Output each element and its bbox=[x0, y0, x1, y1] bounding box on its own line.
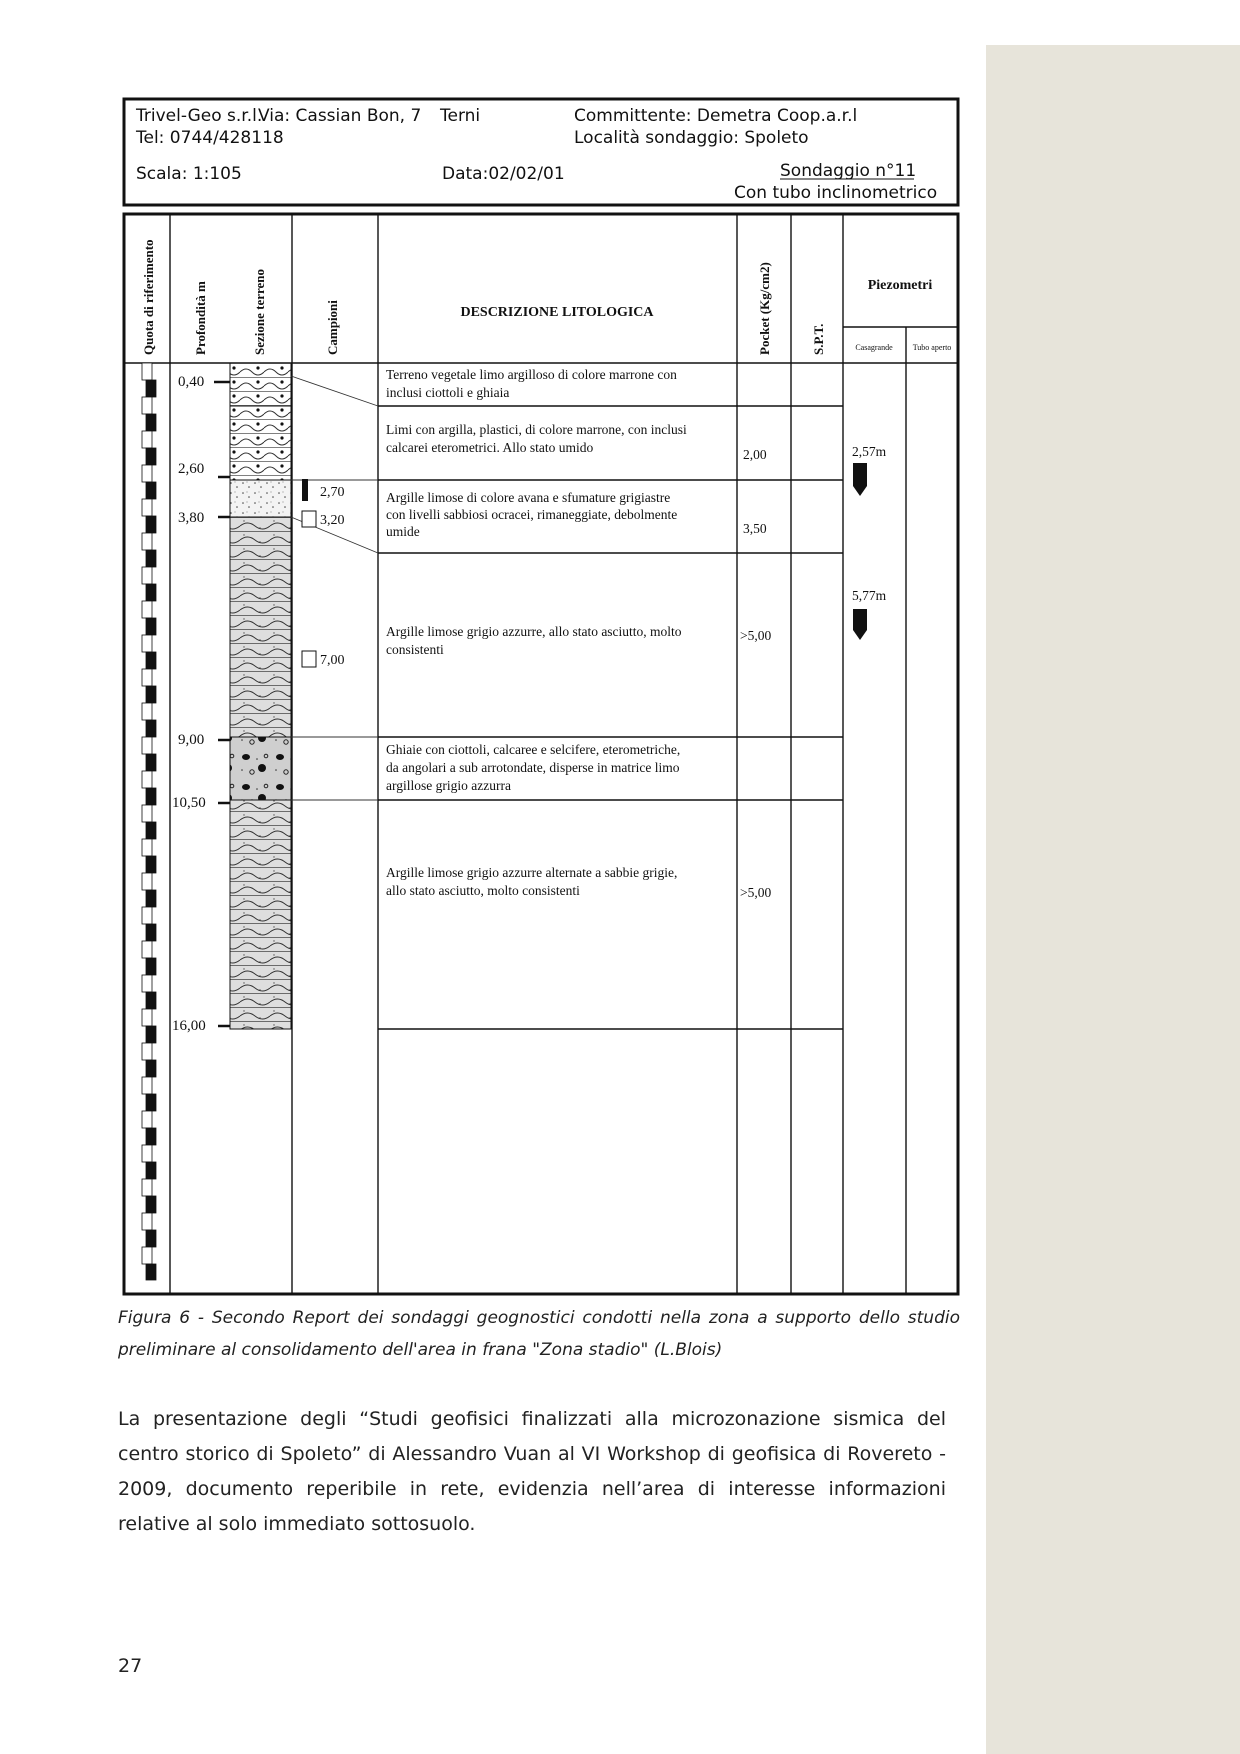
survey-number: Sondaggio n°11 bbox=[780, 161, 917, 181]
col-header-descrizione: DESCRIZIONE LITOLOGICA bbox=[460, 305, 654, 320]
quota-bar-segment bbox=[146, 550, 156, 567]
quota-bar-segment bbox=[146, 720, 156, 737]
quota-bar-segment bbox=[142, 1111, 152, 1128]
quota-bar-segment bbox=[146, 448, 156, 465]
quota-bar-segment bbox=[146, 856, 156, 873]
quota-bar-segment bbox=[146, 992, 156, 1009]
quota-bar-segment bbox=[142, 1179, 152, 1196]
quota-bar-segment bbox=[142, 703, 152, 720]
quota-bar-segment bbox=[146, 482, 156, 499]
layer-description-line: Argille limose grigio azzurre, allo stato asciutto, molto bbox=[386, 624, 682, 639]
quota-bar-segment bbox=[142, 771, 152, 788]
quota-bar-segment bbox=[146, 1196, 156, 1213]
quota-bar-segment bbox=[146, 958, 156, 975]
quota-bar-segment bbox=[142, 1009, 152, 1026]
strata-clay-sand bbox=[230, 800, 291, 1029]
layer-description-line: Terreno vegetale limo argilloso di colore marrone con bbox=[386, 367, 677, 382]
quota-bar-segment bbox=[142, 907, 152, 924]
layer-description-line: con livelli sabbiosi ocracei, rimaneggiate, debolmente bbox=[386, 507, 678, 522]
col-header-sezione: Sezione terreno bbox=[252, 268, 267, 355]
quota-bar-segment bbox=[142, 805, 152, 822]
quota-bar-segment bbox=[146, 1264, 156, 1280]
quota-bar-segment bbox=[146, 1026, 156, 1043]
quota-bar-segment bbox=[142, 1213, 152, 1230]
quota-bar-segment bbox=[146, 788, 156, 805]
depth-label: 0,40 bbox=[178, 374, 205, 390]
company-address: Via: Cassian Bon, 7 bbox=[258, 106, 422, 126]
quota-bar-segment bbox=[146, 822, 156, 839]
layer-description-line: Ghiaie con ciottoli, calcaree e selcifere, eterometriche, bbox=[386, 742, 681, 757]
col-header-tubo-aperto: Tubo aperto bbox=[912, 343, 952, 352]
sample-marker-empty bbox=[302, 651, 316, 667]
layer-description-line: argillose grigio azzurra bbox=[386, 778, 511, 793]
strata-sandy-clay bbox=[230, 480, 291, 517]
quota-bar-segment bbox=[146, 652, 156, 669]
quota-bar-segment bbox=[142, 635, 152, 652]
company-name: Trivel-Geo s.r.l. bbox=[136, 106, 263, 126]
quota-bar-segment bbox=[146, 380, 156, 397]
layer-description-line: Argille limose grigio azzurre alternate a sabbie grigie, bbox=[386, 865, 678, 880]
strata-vegetal-soil bbox=[230, 363, 291, 406]
pocket-value: 3,50 bbox=[743, 521, 767, 536]
company-phone: Tel: 0744/428118 bbox=[136, 128, 284, 148]
stratigraphic-column bbox=[230, 363, 291, 1029]
quota-bar-segment bbox=[146, 1230, 156, 1247]
quota-bar-segment bbox=[146, 414, 156, 431]
sample-marker-empty bbox=[302, 511, 316, 527]
layer-description-line: inclusi ciottoli e ghiaia bbox=[386, 385, 510, 400]
survey-note: Con tubo inclinometrico bbox=[734, 183, 938, 203]
depth-label: 9,00 bbox=[178, 732, 205, 748]
col-header-pocket: Pocket (Kg/cm2) bbox=[757, 262, 772, 355]
pocket-value: >5,00 bbox=[740, 885, 772, 900]
quota-bar-segment bbox=[142, 363, 152, 380]
pocket-value: 2,00 bbox=[743, 447, 767, 462]
company-city: Terni bbox=[440, 106, 481, 126]
quota-bar-segment bbox=[142, 839, 152, 856]
quota-bar-segment bbox=[146, 890, 156, 907]
quota-bar-segment bbox=[142, 1247, 152, 1264]
layer-description-line: calcarei eterometrici. Allo stato umido bbox=[386, 440, 594, 455]
sample-label: 7,00 bbox=[320, 653, 345, 668]
quota-bar-segment bbox=[142, 533, 152, 550]
quota-bar-segment bbox=[146, 618, 156, 635]
page-number: 27 bbox=[118, 1655, 143, 1677]
quota-bar-segment bbox=[142, 975, 152, 992]
strata-gravel bbox=[230, 737, 291, 800]
sample-label: 3,20 bbox=[320, 513, 345, 528]
quota-bar-segment bbox=[146, 754, 156, 771]
quota-bar-segment bbox=[142, 941, 152, 958]
layer-description-line: da angolari a sub arrotondate, disperse in matrice limo bbox=[386, 760, 680, 775]
layer-description-line: Limi con argilla, plastici, di colore marrone, con inclusi bbox=[386, 422, 687, 437]
quota-bar-segment bbox=[142, 397, 152, 414]
body-paragraph: La presentazione degli “Studi geofisici finalizzati alla microzonazione sismica del centro storico di Spoleto” di Alessandro Vuan al VI Workshop di geofisica di Rovereto - 2009, documento reperibile in rete, evidenzia nell’area di interesse informazioni relative al solo immediato sottosuolo. bbox=[118, 1408, 946, 1535]
depth-label: 2,60 bbox=[178, 461, 205, 477]
strata-grey-clay bbox=[230, 517, 291, 737]
quota-bar-segment bbox=[146, 686, 156, 703]
layer-description-line: consistenti bbox=[386, 642, 444, 657]
col-header-casagrande: Casagrande bbox=[855, 343, 893, 352]
quota-bar-segment bbox=[142, 1145, 152, 1162]
quota-bar-segment bbox=[142, 499, 152, 516]
survey-locality: Località sondaggio: Spoleto bbox=[574, 128, 809, 148]
piezometer-reading-label: 2,57m bbox=[852, 444, 887, 459]
col-header-spt: S.P.T. bbox=[811, 323, 826, 355]
layer-description-line: allo stato asciutto, molto consistenti bbox=[386, 883, 580, 898]
depth-label: 3,80 bbox=[178, 510, 205, 526]
sample-marker-filled bbox=[302, 479, 308, 501]
quota-bar-segment bbox=[142, 431, 152, 448]
log-date: Data:02/02/01 bbox=[442, 164, 565, 184]
strata-silt bbox=[230, 406, 291, 480]
quota-bar-segment bbox=[146, 584, 156, 601]
quota-bar-segment bbox=[146, 1128, 156, 1145]
depth-label: 16,00 bbox=[172, 1018, 206, 1034]
quota-bar-segment bbox=[142, 567, 152, 584]
quota-bar-segment bbox=[146, 516, 156, 533]
quota-bar-segment bbox=[142, 1077, 152, 1094]
sample-label: 2,70 bbox=[320, 485, 345, 500]
quota-bar-segment bbox=[142, 737, 152, 754]
quota-bar-segment bbox=[146, 1094, 156, 1111]
quota-bar-segment bbox=[142, 601, 152, 618]
piezometer-reading-label: 5,77m bbox=[852, 588, 887, 603]
quota-bar-segment bbox=[146, 1060, 156, 1077]
layer-description-line: umide bbox=[386, 524, 420, 539]
layer-description-line: Argille limose di colore avana e sfumature grigiastre bbox=[386, 490, 671, 505]
col-header-profondita: Profondità m bbox=[193, 281, 208, 355]
depth-label: 10,50 bbox=[172, 795, 206, 811]
col-header-piezometri: Piezometri bbox=[867, 278, 933, 293]
quota-bar-segment bbox=[142, 873, 152, 890]
quota-bar-segment bbox=[146, 1162, 156, 1179]
quota-bar-segment bbox=[142, 1043, 152, 1060]
quota-bar-segment bbox=[142, 669, 152, 686]
quota-bar-segment bbox=[146, 924, 156, 941]
quota-bar-segment bbox=[142, 465, 152, 482]
pocket-value: >5,00 bbox=[740, 628, 772, 643]
col-header-campioni: Campioni bbox=[325, 300, 340, 355]
col-header-quota: Quota di riferimento bbox=[141, 239, 156, 355]
log-scale: Scala: 1:105 bbox=[136, 164, 242, 184]
client-name: Committente: Demetra Coop.a.r.l bbox=[574, 106, 858, 126]
figure-caption: Figura 6 - Secondo Report dei sondaggi geognostici condotti nella zona a supporto dello studio preliminare al consolidamento dell'area in frana "Zona stadio" (L.Blois) bbox=[118, 1308, 960, 1360]
